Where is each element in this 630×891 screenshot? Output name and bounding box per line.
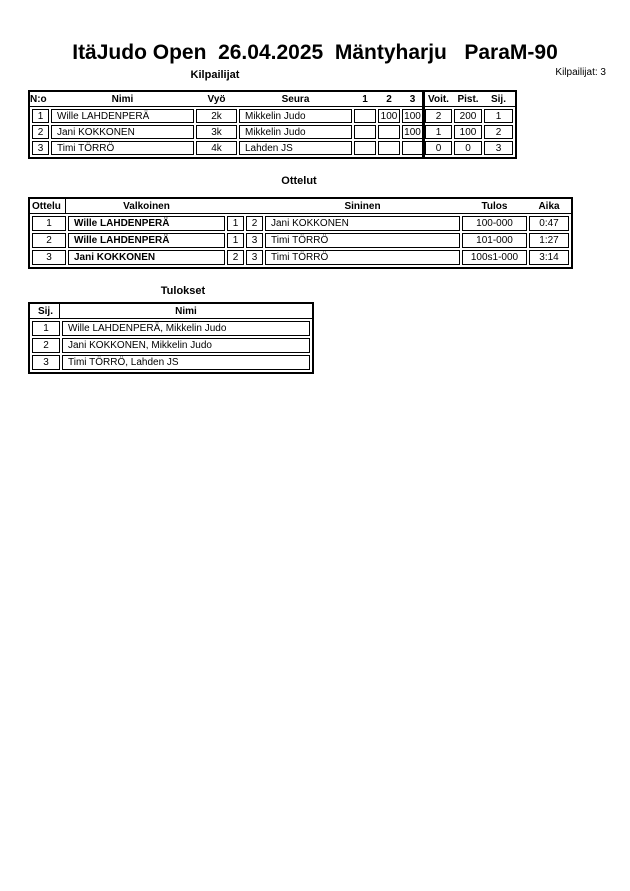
table-row (32, 355, 310, 370)
cell: 3 (32, 355, 60, 370)
table-row (32, 338, 310, 353)
competitors-table (28, 90, 517, 159)
section-label-kilpailijat: Kilpailijat (190, 69, 240, 81)
cell: 2 (32, 338, 60, 353)
table-header-row (30, 199, 571, 214)
cell: 100 (402, 109, 423, 123)
cell: 3 (246, 233, 263, 248)
cell: 3 (484, 141, 513, 155)
table-row (32, 216, 569, 231)
cell: 1 (227, 233, 244, 248)
cell: 2 (484, 125, 513, 139)
competitor-count: Kilpailijat: 3 (555, 67, 606, 78)
cell: 100 (402, 125, 423, 139)
cell: Mikkelin Judo (239, 109, 352, 123)
table-body (30, 319, 312, 372)
cell: 100-000 (462, 216, 527, 231)
cell: 1 (32, 216, 66, 231)
cell: 1 (227, 216, 244, 231)
column-header (227, 199, 244, 213)
cell: Lahden JS (239, 141, 352, 155)
cell: Wille LAHDENPERÄ (68, 216, 225, 231)
table-body (30, 107, 515, 157)
cell: 0 (454, 141, 482, 155)
table-header-row (30, 304, 312, 319)
thick-divider (422, 92, 425, 157)
column-header: 3 (409, 93, 416, 105)
column-header (246, 199, 263, 213)
table-row (32, 125, 513, 139)
cell: 100s1-000 (462, 250, 527, 265)
table-row (32, 250, 569, 265)
table-row (32, 141, 513, 155)
results-table (28, 302, 314, 374)
column-header: Aika (538, 200, 560, 212)
cell (378, 125, 400, 139)
cell: Wille LAHDENPERÄ (51, 109, 194, 123)
cell: Mikkelin Judo (239, 125, 352, 139)
column-header: Vyö (207, 93, 226, 105)
column-header: Voit. (428, 93, 449, 105)
cell: 2k (196, 109, 237, 123)
table-row (32, 109, 513, 123)
cell: 1:27 (529, 233, 569, 248)
cell: 100 (378, 109, 400, 123)
cell: 3 (32, 141, 49, 155)
column-header: Nimi (175, 305, 197, 317)
cell: 200 (454, 109, 482, 123)
cell: 1 (32, 321, 60, 336)
column-header: Pist. (457, 93, 479, 105)
cell (402, 141, 423, 155)
cell (354, 141, 376, 155)
cell: 4k (196, 141, 237, 155)
cell: 3:14 (529, 250, 569, 265)
cell: 3 (32, 250, 66, 265)
table-row (32, 233, 569, 248)
column-header: Seura (281, 93, 310, 105)
column-header: Tulos (481, 200, 508, 212)
cell: 2 (246, 216, 263, 231)
cell: 2 (32, 233, 66, 248)
column-header: Sij. (490, 93, 506, 105)
column-header: Nimi (111, 93, 134, 105)
section-label-tulokset: Tulokset (160, 285, 206, 297)
cell (378, 141, 400, 155)
cell: Timi TÖRRÖ (265, 233, 460, 248)
cell: 0:47 (529, 216, 569, 231)
column-header: Sininen (344, 200, 381, 212)
cell: Jani KOKKONEN (265, 216, 460, 231)
cell (354, 109, 376, 123)
column-header: Ottelu (32, 199, 66, 213)
matches-table (28, 197, 573, 269)
table-row (32, 321, 310, 336)
column-header: Sij. (32, 304, 60, 318)
cell: Timi TÖRRÖ, Lahden JS (62, 355, 310, 370)
cell: 2 (32, 125, 49, 139)
cell: Jani KOKKONEN, Mikkelin Judo (62, 338, 310, 353)
cell: 0 (425, 141, 452, 155)
cell: Wille LAHDENPERÄ (68, 233, 225, 248)
cell: 1 (484, 109, 513, 123)
cell: 1 (32, 109, 49, 123)
column-header: N:o (30, 93, 47, 105)
cell: 1 (425, 125, 452, 139)
page-title: ItäJudo Open 26.04.2025 Mäntyharju ParaM-90 (72, 41, 558, 64)
cell: 100 (454, 125, 482, 139)
cell: Timi TÖRRÖ (265, 250, 460, 265)
table-header-row (30, 92, 515, 107)
cell: 3 (246, 250, 263, 265)
column-header: Valkoinen (123, 200, 170, 212)
column-header: 2 (386, 93, 392, 105)
cell: 101-000 (462, 233, 527, 248)
cell: Timi TÖRRÖ (51, 141, 194, 155)
table-body (30, 214, 571, 267)
cell: 2 (227, 250, 244, 265)
cell: 3k (196, 125, 237, 139)
cell: Jani KOKKONEN (51, 125, 194, 139)
cell: 2 (425, 109, 452, 123)
section-label-ottelut: Ottelut (281, 175, 317, 187)
cell: Wille LAHDENPERÄ, Mikkelin Judo (62, 321, 310, 336)
cell: Jani KOKKONEN (68, 250, 225, 265)
cell (354, 125, 376, 139)
column-header: 1 (362, 93, 368, 105)
